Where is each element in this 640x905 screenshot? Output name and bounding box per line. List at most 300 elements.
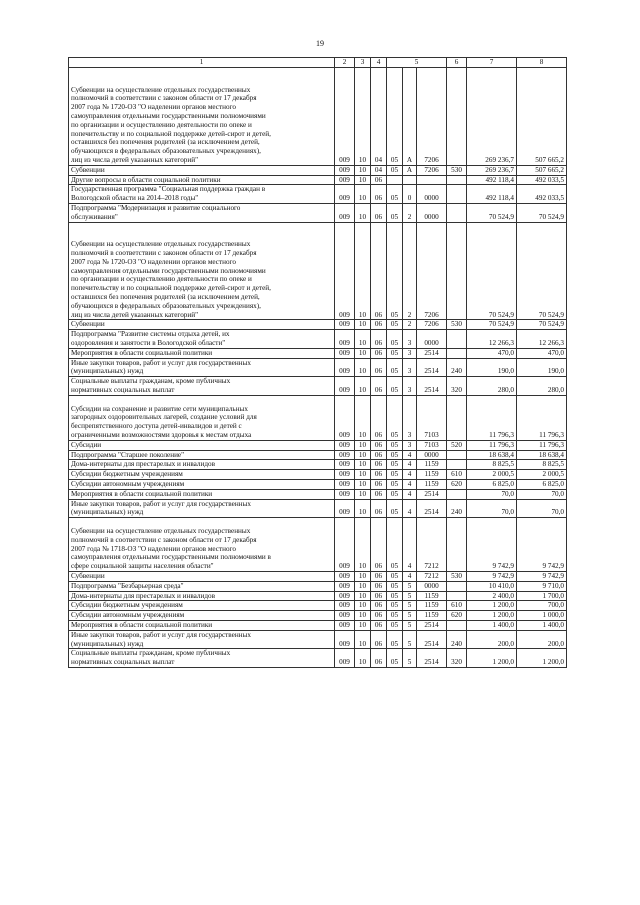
col-3-cell: 10 (355, 320, 371, 330)
col-8-cell: 1 400,0 (517, 620, 567, 630)
col-5a-cell: 05 (387, 581, 403, 591)
col-2-cell: 009 (335, 591, 355, 601)
col-5a-cell: 05 (387, 222, 403, 320)
header-cell: 4 (371, 58, 387, 68)
col-8-cell: 700,0 (517, 601, 567, 611)
col-2-cell: 009 (335, 611, 355, 621)
col-5a-cell: 05 (387, 479, 403, 489)
col-4-cell: 06 (371, 222, 387, 320)
col-7-cell: 492 118,4 (467, 185, 517, 204)
row-name-cell: Государственная программа "Социальная поддержка граждан в Вологодской области на 2014–2018 годы" (69, 185, 335, 204)
col-6-cell (447, 395, 467, 440)
col-4-cell: 06 (371, 377, 387, 396)
col-6-cell: 520 (447, 440, 467, 450)
col-6-cell: 320 (447, 649, 467, 668)
col-5b-cell: 2 (403, 203, 417, 222)
col-5b-cell: А (403, 165, 417, 175)
col-6-cell: 240 (447, 499, 467, 518)
col-7-cell: 70 524,9 (467, 320, 517, 330)
col-3-cell: 10 (355, 165, 371, 175)
col-5a-cell: 05 (387, 470, 403, 480)
row-name-cell: Другие вопросы в области социальной политики (69, 175, 335, 185)
col-8-cell: 492 033,5 (517, 185, 567, 204)
budget-table (68, 57, 567, 668)
col-6-cell (447, 222, 467, 320)
row-name-cell: Дома-интернаты для престарелых и инвалидов (69, 460, 335, 470)
col-2-cell: 009 (335, 460, 355, 470)
col-3-cell: 10 (355, 470, 371, 480)
table-row (69, 222, 567, 320)
col-4-cell: 06 (371, 649, 387, 668)
col-8-cell: 70,0 (517, 499, 567, 518)
col-4-cell: 06 (371, 320, 387, 330)
col-8-cell: 492 033,5 (517, 175, 567, 185)
row-name-cell: Подпрограмма "Старшее поколение" (69, 450, 335, 460)
col-7-cell: 11 796,3 (467, 440, 517, 450)
col-4-cell: 06 (371, 330, 387, 349)
col-5c-cell: 0000 (417, 330, 447, 349)
header-cell: 3 (355, 58, 371, 68)
col-5b-cell: 5 (403, 601, 417, 611)
col-8-cell: 1 700,0 (517, 591, 567, 601)
col-8-cell: 9 710,0 (517, 581, 567, 591)
col-6-cell (447, 620, 467, 630)
table-row (69, 203, 567, 222)
col-8-cell: 507 665,2 (517, 165, 567, 175)
table-row (69, 611, 567, 621)
col-4-cell: 06 (371, 630, 387, 649)
col-2-cell: 009 (335, 630, 355, 649)
col-4-cell: 06 (371, 620, 387, 630)
col-5c-cell: 2514 (417, 499, 447, 518)
col-5c-cell: 7212 (417, 518, 447, 572)
col-3-cell: 10 (355, 395, 371, 440)
col-3-cell: 10 (355, 489, 371, 499)
col-2-cell: 009 (335, 440, 355, 450)
table-row (69, 440, 567, 450)
col-5b-cell: 2 (403, 222, 417, 320)
col-6-cell (447, 348, 467, 358)
col-6-cell (447, 460, 467, 470)
col-6-cell (447, 203, 467, 222)
col-7-cell: 9 742,9 (467, 518, 517, 572)
col-5b-cell: 4 (403, 450, 417, 460)
col-5a-cell: 05 (387, 591, 403, 601)
col-2-cell: 009 (335, 649, 355, 668)
col-6-cell: 240 (447, 630, 467, 649)
col-5a-cell: 05 (387, 649, 403, 668)
col-5a-cell: 05 (387, 165, 403, 175)
col-2-cell: 009 (335, 320, 355, 330)
table-row (69, 330, 567, 349)
col-5c-cell: 7103 (417, 440, 447, 450)
col-8-cell: 200,0 (517, 630, 567, 649)
table-row (69, 571, 567, 581)
row-name-cell: Иные закупки товаров, работ и услуг для государственных (муниципальных) нужд (69, 630, 335, 649)
col-5c-cell: 0000 (417, 203, 447, 222)
col-5c-cell: 1159 (417, 470, 447, 480)
col-5a-cell: 05 (387, 630, 403, 649)
col-2-cell: 009 (335, 348, 355, 358)
col-2-cell: 009 (335, 499, 355, 518)
col-2-cell: 009 (335, 395, 355, 440)
col-4-cell: 06 (371, 460, 387, 470)
col-3-cell: 10 (355, 518, 371, 572)
col-2-cell: 009 (335, 185, 355, 204)
col-2-cell: 009 (335, 68, 355, 166)
col-2-cell: 009 (335, 571, 355, 581)
col-8-cell: 280,0 (517, 377, 567, 396)
col-8-cell: 9 742,9 (517, 518, 567, 572)
col-8-cell: 12 266,3 (517, 330, 567, 349)
col-2-cell: 009 (335, 489, 355, 499)
col-6-cell (447, 175, 467, 185)
row-name-cell: Мероприятия в области социальной политики (69, 348, 335, 358)
col-5a-cell: 05 (387, 499, 403, 518)
col-3-cell: 10 (355, 571, 371, 581)
col-6-cell: 320 (447, 377, 467, 396)
col-4-cell: 06 (371, 175, 387, 185)
col-5b-cell: 4 (403, 460, 417, 470)
col-6-cell (447, 518, 467, 572)
col-2-cell: 009 (335, 601, 355, 611)
col-5b-cell: 5 (403, 630, 417, 649)
col-5a-cell: 05 (387, 348, 403, 358)
col-7-cell: 12 266,3 (467, 330, 517, 349)
col-7-cell: 492 118,4 (467, 175, 517, 185)
table-row (69, 649, 567, 668)
col-6-cell: 240 (447, 358, 467, 377)
col-3-cell: 10 (355, 649, 371, 668)
col-4-cell: 06 (371, 479, 387, 489)
row-name-cell: Субсидии бюджетным учреждениям (69, 470, 335, 480)
col-6-cell: 620 (447, 611, 467, 621)
table-row (69, 185, 567, 204)
row-name-cell: Субсидии бюджетным учреждениям (69, 601, 335, 611)
row-name-cell: Дома-интернаты для престарелых и инвалидов (69, 591, 335, 601)
col-5a-cell: 05 (387, 358, 403, 377)
col-8-cell: 190,0 (517, 358, 567, 377)
col-5c-cell: 2514 (417, 348, 447, 358)
col-2-cell: 009 (335, 377, 355, 396)
col-4-cell: 06 (371, 571, 387, 581)
col-3-cell: 10 (355, 499, 371, 518)
col-5c-cell: 1159 (417, 611, 447, 621)
col-3-cell: 10 (355, 222, 371, 320)
col-7-cell: 190,0 (467, 358, 517, 377)
table-row (69, 165, 567, 175)
col-4-cell: 06 (371, 581, 387, 591)
col-7-cell: 10 410,0 (467, 581, 517, 591)
col-7-cell: 9 742,9 (467, 571, 517, 581)
col-3-cell: 10 (355, 377, 371, 396)
col-5c-cell: 1159 (417, 479, 447, 489)
row-name-cell: Подпрограмма "Модернизация и развитие социального обслуживания" (69, 203, 335, 222)
col-4-cell: 04 (371, 165, 387, 175)
col-5b-cell: 0 (403, 185, 417, 204)
col-2-cell: 009 (335, 203, 355, 222)
col-7-cell: 70,0 (467, 489, 517, 499)
page-number: 19 (316, 39, 324, 48)
col-5b-cell: 5 (403, 649, 417, 668)
col-3-cell: 10 (355, 460, 371, 470)
col-5c-cell: 2514 (417, 377, 447, 396)
col-7-cell: 8 825,5 (467, 460, 517, 470)
col-4-cell: 06 (371, 591, 387, 601)
row-name-cell: Субвенции (69, 165, 335, 175)
table-row (69, 68, 567, 166)
col-8-cell: 6 825,0 (517, 479, 567, 489)
col-7-cell: 269 236,7 (467, 68, 517, 166)
col-5b-cell: 4 (403, 489, 417, 499)
col-5a-cell: 05 (387, 571, 403, 581)
header-cell: 6 (447, 58, 467, 68)
col-5c-cell: 2514 (417, 358, 447, 377)
col-7-cell: 1 200,0 (467, 649, 517, 668)
col-3-cell: 10 (355, 203, 371, 222)
col-5b-cell: 4 (403, 479, 417, 489)
col-3-cell: 10 (355, 358, 371, 377)
col-5a-cell: 05 (387, 68, 403, 166)
col-8-cell: 70,0 (517, 489, 567, 499)
col-5b-cell: А (403, 68, 417, 166)
table-row (69, 518, 567, 572)
row-name-cell: Подпрограмма "Безбарьерная среда" (69, 581, 335, 591)
col-5b-cell: 5 (403, 581, 417, 591)
col-5c-cell: 1159 (417, 460, 447, 470)
row-name-cell: Субвенции (69, 571, 335, 581)
row-name-cell: Субвенции на осуществление отдельных государственных полномочий в соответствии с законом области от 17 декабря 2007 года № 1720-ОЗ "О наделении органов местного самоуправления отдельными государственными полномочиями по организации и осуществлению деятельности по опеке и попечительству и по социальной поддержке детей-сирот и детей, оставшихся без попечения родителей (за исключением детей, обучающихся в федеральных образовательных учреждениях), лиц из числа детей указанных категорий" (69, 222, 335, 320)
col-2-cell: 009 (335, 165, 355, 175)
col-6-cell: 530 (447, 571, 467, 581)
col-8-cell: 1 000,0 (517, 611, 567, 621)
row-name-cell: Субвенции на осуществление отдельных государственных полномочий в соответствии с законом области от 17 декабря 2007 года № 1718-ОЗ "О наделении органов местного самоуправления отдельными государственными полномочиями в сфере социальной защиты населения области" (69, 518, 335, 572)
col-4-cell: 06 (371, 203, 387, 222)
col-7-cell: 11 796,3 (467, 395, 517, 440)
col-2-cell: 009 (335, 450, 355, 460)
col-8-cell: 18 638,4 (517, 450, 567, 460)
col-7-cell: 2 400,0 (467, 591, 517, 601)
table-row (69, 175, 567, 185)
col-7-cell: 470,0 (467, 348, 517, 358)
col-5a-cell: 05 (387, 185, 403, 204)
col-5a-cell: 05 (387, 611, 403, 621)
col-3-cell: 10 (355, 601, 371, 611)
col-5c-cell: 7206 (417, 165, 447, 175)
col-7-cell: 70,0 (467, 499, 517, 518)
col-6-cell: 610 (447, 601, 467, 611)
table-row (69, 591, 567, 601)
col-5c-cell: 7206 (417, 68, 447, 166)
row-name-cell: Иные закупки товаров, работ и услуг для государственных (муниципальных) нужд (69, 358, 335, 377)
col-5c-cell: 7103 (417, 395, 447, 440)
table-row (69, 348, 567, 358)
col-5c-cell: 2514 (417, 489, 447, 499)
row-name-cell: Субсидии (69, 440, 335, 450)
col-3-cell: 10 (355, 348, 371, 358)
table-row (69, 499, 567, 518)
col-5a-cell (387, 175, 403, 185)
col-8-cell: 507 665,2 (517, 68, 567, 166)
col-2-cell: 009 (335, 620, 355, 630)
col-7-cell: 70 524,9 (467, 222, 517, 320)
col-5b-cell: 3 (403, 440, 417, 450)
col-3-cell: 10 (355, 68, 371, 166)
table-header-row (69, 58, 567, 68)
row-name-cell: Субсидии автономным учреждениям (69, 479, 335, 489)
col-5a-cell: 05 (387, 320, 403, 330)
table-row (69, 377, 567, 396)
col-4-cell: 06 (371, 185, 387, 204)
col-2-cell: 009 (335, 518, 355, 572)
col-5b-cell (403, 175, 417, 185)
col-5c-cell: 0000 (417, 185, 447, 204)
col-8-cell: 70 524,9 (517, 222, 567, 320)
col-6-cell (447, 489, 467, 499)
col-6-cell: 530 (447, 165, 467, 175)
table-row (69, 581, 567, 591)
col-7-cell: 2 000,5 (467, 470, 517, 480)
col-5b-cell: 5 (403, 611, 417, 621)
col-4-cell: 06 (371, 450, 387, 460)
table-row (69, 358, 567, 377)
col-5c-cell: 0000 (417, 581, 447, 591)
col-6-cell (447, 185, 467, 204)
col-7-cell: 1 200,0 (467, 611, 517, 621)
table-row (69, 489, 567, 499)
col-8-cell: 2 000,5 (517, 470, 567, 480)
col-5b-cell: 3 (403, 330, 417, 349)
col-4-cell: 06 (371, 440, 387, 450)
col-4-cell: 06 (371, 470, 387, 480)
col-4-cell: 06 (371, 611, 387, 621)
col-5a-cell: 05 (387, 518, 403, 572)
col-3-cell: 10 (355, 330, 371, 349)
col-6-cell (447, 450, 467, 460)
col-7-cell: 70 524,9 (467, 203, 517, 222)
table-body (69, 58, 567, 668)
col-8-cell: 11 796,3 (517, 395, 567, 440)
col-5a-cell: 05 (387, 601, 403, 611)
table-row (69, 630, 567, 649)
col-5a-cell: 05 (387, 620, 403, 630)
col-4-cell: 06 (371, 489, 387, 499)
col-5b-cell: 4 (403, 470, 417, 480)
col-7-cell: 1 400,0 (467, 620, 517, 630)
col-3-cell: 10 (355, 611, 371, 621)
col-5c-cell: 1159 (417, 591, 447, 601)
col-8-cell: 70 524,9 (517, 203, 567, 222)
col-3-cell: 10 (355, 591, 371, 601)
col-4-cell: 04 (371, 68, 387, 166)
table-row (69, 620, 567, 630)
col-2-cell: 009 (335, 222, 355, 320)
col-6-cell (447, 581, 467, 591)
col-5b-cell: 5 (403, 620, 417, 630)
table-row (69, 601, 567, 611)
col-8-cell: 9 742,9 (517, 571, 567, 581)
col-7-cell: 6 825,0 (467, 479, 517, 489)
row-name-cell: Субвенции на осуществление отдельных государственных полномочий в соответствии с законом области от 17 декабря 2007 года № 1720-ОЗ "О наделении органов местного самоуправления отдельными государственными полномочиями по организации и осуществлению деятельности по опеке и попечительству и по социальной поддержке детей-сирот и детей, оставшихся без попечения родителей (за исключением детей, обучающихся в федеральных образовательных учреждениях), лиц из числа детей указанных категорий" (69, 68, 335, 166)
col-5a-cell: 05 (387, 440, 403, 450)
col-8-cell: 470,0 (517, 348, 567, 358)
col-8-cell: 70 524,9 (517, 320, 567, 330)
col-5c-cell: 2514 (417, 630, 447, 649)
header-cell: 2 (335, 58, 355, 68)
col-5c-cell (417, 175, 447, 185)
col-5b-cell: 3 (403, 377, 417, 396)
table-row (69, 320, 567, 330)
col-5b-cell: 4 (403, 571, 417, 581)
col-2-cell: 009 (335, 470, 355, 480)
row-name-cell: Субсидии на сохранение и развитие сети муниципальных загородных оздоровительных лагерей, создание условий для беспрепятственного доступа детей-инвалидов и детей с ограниченными возможностями здоровья к местам отдыха (69, 395, 335, 440)
row-name-cell: Социальные выплаты гражданам, кроме публичных нормативных социальных выплат (69, 649, 335, 668)
col-5b-cell: 5 (403, 591, 417, 601)
table-row (69, 470, 567, 480)
col-3-cell: 10 (355, 440, 371, 450)
col-5b-cell: 4 (403, 499, 417, 518)
row-name-cell: Субсидии автономным учреждениям (69, 611, 335, 621)
col-6-cell (447, 330, 467, 349)
col-5c-cell: 0000 (417, 450, 447, 460)
col-5a-cell: 05 (387, 489, 403, 499)
table-row (69, 450, 567, 460)
col-5a-cell: 05 (387, 450, 403, 460)
col-4-cell: 06 (371, 518, 387, 572)
col-5b-cell: 4 (403, 518, 417, 572)
col-7-cell: 18 638,4 (467, 450, 517, 460)
table-row (69, 395, 567, 440)
col-3-cell: 10 (355, 630, 371, 649)
row-name-cell: Мероприятия в области социальной политики (69, 620, 335, 630)
col-5a-cell: 05 (387, 460, 403, 470)
col-8-cell: 8 825,5 (517, 460, 567, 470)
col-3-cell: 10 (355, 175, 371, 185)
col-6-cell: 610 (447, 470, 467, 480)
col-7-cell: 280,0 (467, 377, 517, 396)
col-5a-cell: 05 (387, 330, 403, 349)
header-cell: 1 (69, 58, 335, 68)
col-4-cell: 06 (371, 499, 387, 518)
col-3-cell: 10 (355, 581, 371, 591)
col-4-cell: 06 (371, 601, 387, 611)
header-cell: 8 (517, 58, 567, 68)
col-4-cell: 06 (371, 358, 387, 377)
row-name-cell: Мероприятия в области социальной политики (69, 489, 335, 499)
row-name-cell: Подпрограмма "Развитие системы отдыха детей, их оздоровления и занятости в Вологодской области" (69, 330, 335, 349)
table-row (69, 479, 567, 489)
col-4-cell: 06 (371, 395, 387, 440)
col-7-cell: 1 200,0 (467, 601, 517, 611)
col-5a-cell: 05 (387, 203, 403, 222)
col-6-cell: 530 (447, 320, 467, 330)
col-7-cell: 269 236,7 (467, 165, 517, 175)
col-2-cell: 009 (335, 581, 355, 591)
col-3-cell: 10 (355, 450, 371, 460)
col-4-cell: 06 (371, 348, 387, 358)
col-5a-cell: 05 (387, 377, 403, 396)
col-5a-cell: 05 (387, 395, 403, 440)
col-3-cell: 10 (355, 620, 371, 630)
col-5b-cell: 3 (403, 348, 417, 358)
header-cell: 5 (387, 58, 447, 68)
col-5c-cell: 2514 (417, 649, 447, 668)
row-name-cell: Социальные выплаты гражданам, кроме публичных нормативных социальных выплат (69, 377, 335, 396)
col-8-cell: 11 796,3 (517, 440, 567, 450)
col-2-cell: 009 (335, 330, 355, 349)
col-6-cell (447, 591, 467, 601)
col-5b-cell: 3 (403, 395, 417, 440)
